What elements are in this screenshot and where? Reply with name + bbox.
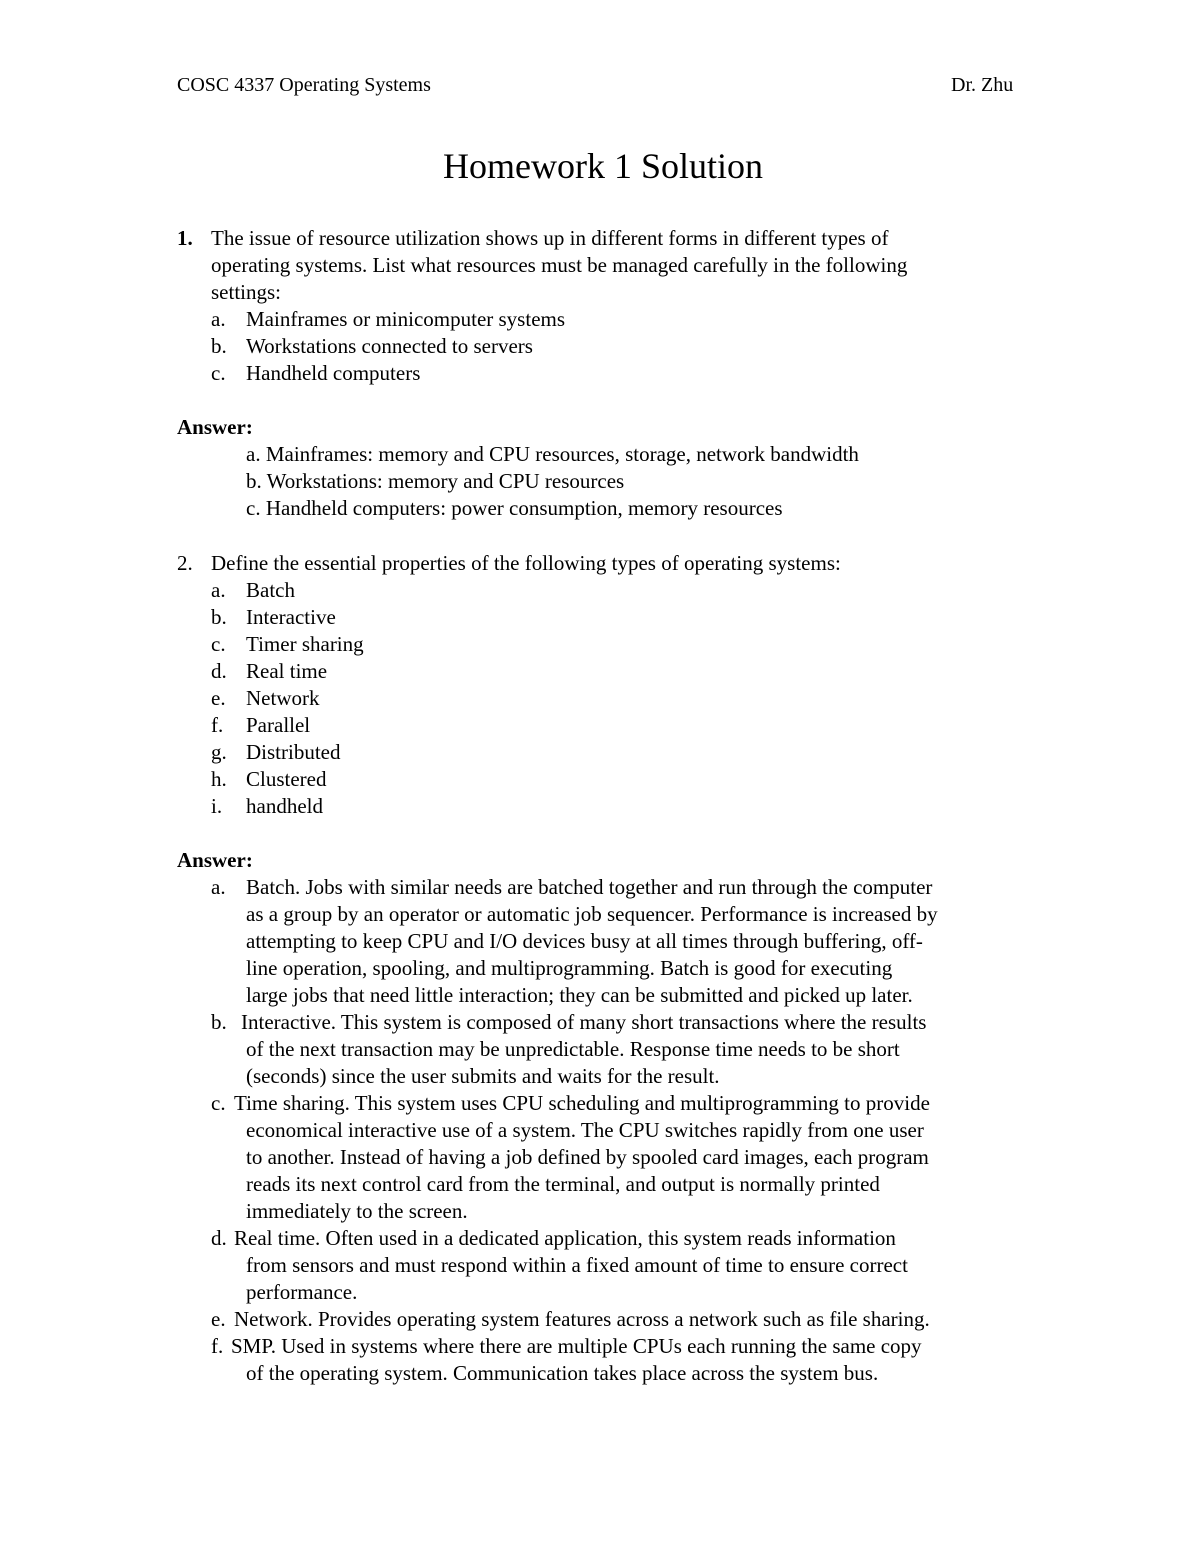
q2-item-text: Timer sharing (246, 632, 364, 656)
q2-item-text: Real time (246, 659, 328, 683)
q1-prompt-line: The issue of resource utilization shows up in different forms in different types of (211, 226, 889, 250)
q2-answer-line: line operation, spooling, and multiprogramming. Batch is good for executing (246, 956, 893, 980)
q1-answer-label: Answer: (177, 415, 253, 439)
q2-answer-line: Interactive. This system is composed of many short transactions where the results (241, 1010, 927, 1034)
page-title: Homework 1 Solution (443, 146, 763, 186)
q2-answer-label: Answer: (177, 848, 253, 872)
q2-answer-marker: c. (211, 1091, 226, 1115)
q2-answer-line: SMP. Used in systems where there are multiple CPUs each running the same copy (231, 1334, 922, 1358)
q2-item-marker: g. (211, 740, 227, 764)
q2-item-text: handheld (246, 794, 323, 818)
q1-answer-line: a. Mainframes: memory and CPU resources, storage, network bandwidth (246, 442, 859, 466)
q1-item-marker: c. (211, 361, 226, 385)
q1-item-text: Workstations connected to servers (246, 334, 533, 358)
q2-answer-marker: f. (211, 1334, 224, 1358)
q2-item-marker: b. (211, 605, 227, 629)
q1-item-marker: a. (211, 307, 226, 331)
q2-answer-line: economical interactive use of a system. The CPU switches rapidly from one user (246, 1118, 924, 1142)
q2-answer-line: reads its next control card from the terminal, and output is normally printed (246, 1172, 880, 1196)
q2-item-text: Distributed (246, 740, 341, 764)
q2-answer-line: (seconds) since the user submits and waits for the result. (246, 1064, 720, 1088)
q1-item-text: Handheld computers (246, 361, 421, 385)
q1-number: 1. (177, 226, 193, 250)
q2-item-marker: i. (211, 794, 223, 818)
q2-item-marker: h. (211, 767, 227, 791)
q2-answer-line: Real time. Often used in a dedicated application, this system reads information (234, 1226, 896, 1250)
q2-item-text: Network (246, 686, 320, 710)
q2-answer-marker: d. (211, 1226, 227, 1250)
q1-answer-line: b. Workstations: memory and CPU resources (246, 469, 625, 493)
q1-prompt-line: settings: (211, 280, 282, 304)
q2-answer-line: Batch. Jobs with similar needs are batched together and run through the computer (246, 875, 933, 899)
q2-answer-line: from sensors and must respond within a fixed amount of time to ensure correct (246, 1253, 908, 1277)
q2-item-marker: f. (211, 713, 224, 737)
q2-answer-line: immediately to the screen. (246, 1199, 468, 1223)
q2-item-text: Parallel (246, 713, 311, 737)
q2-answer-line: attempting to keep CPU and I/O devices busy at all times through buffering, off- (246, 929, 923, 953)
q2-answer-marker: a. (211, 875, 226, 899)
q2-number: 2. (177, 551, 193, 575)
q1-answer-line: c. Handheld computers: power consumption, memory resources (246, 496, 783, 520)
q2-item-marker: d. (211, 659, 227, 683)
q2-answer-line: as a group by an operator or automatic job sequencer. Performance is increased by (246, 902, 938, 926)
q2-item-marker: c. (211, 632, 226, 656)
q2-answer-line: performance. (246, 1280, 358, 1304)
q2-answer-line: of the next transaction may be unpredictable. Response time needs to be short (246, 1037, 900, 1061)
q1-item-marker: b. (211, 334, 227, 358)
q2-item-text: Clustered (246, 767, 327, 791)
instructor-header: Dr. Zhu (951, 74, 1014, 96)
q2-answer-line: to another. Instead of having a job defined by spooled card images, each program (246, 1145, 929, 1169)
q2-prompt: Define the essential properties of the following types of operating systems: (211, 551, 841, 575)
q2-answer-line: Time sharing. This system uses CPU scheduling and multiprogramming to provide (234, 1091, 930, 1115)
q2-item-text: Interactive (246, 605, 336, 629)
q2-answer-line: of the operating system. Communication takes place across the system bus. (246, 1361, 879, 1385)
q2-item-text: Batch (246, 578, 295, 602)
q2-answer-marker: e. (211, 1307, 226, 1331)
q1-prompt-line: operating systems. List what resources must be managed carefully in the following (211, 253, 908, 277)
q2-answer-line: Network. Provides operating system features across a network such as file sharing. (234, 1307, 930, 1331)
course-header: COSC 4337 Operating Systems (177, 74, 431, 96)
q2-answer-marker: b. (211, 1010, 227, 1034)
q2-item-marker: e. (211, 686, 226, 710)
q1-item-text: Mainframes or minicomputer systems (246, 307, 566, 331)
q2-item-marker: a. (211, 578, 226, 602)
q2-answer-line: large jobs that need little interaction; they can be submitted and picked up later. (246, 983, 913, 1007)
